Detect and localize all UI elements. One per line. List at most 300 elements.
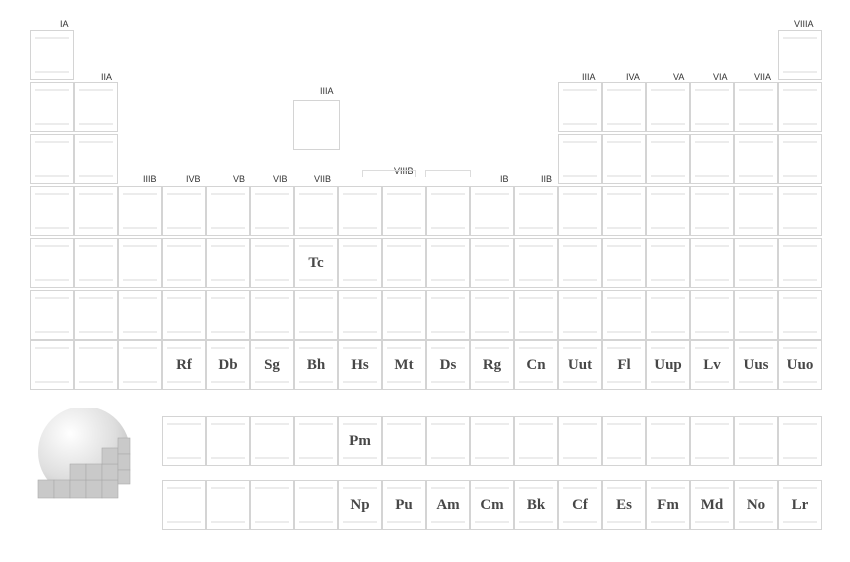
cube-sphere-logo-icon bbox=[34, 408, 144, 518]
faded-cell-detail bbox=[607, 279, 641, 281]
element-cell bbox=[426, 290, 470, 340]
faded-cell-detail bbox=[651, 123, 685, 125]
faded-cell-detail bbox=[255, 347, 289, 349]
element-cell bbox=[30, 30, 74, 80]
faded-cell-detail bbox=[299, 487, 333, 489]
faded-cell-detail bbox=[431, 227, 465, 229]
faded-cell-detail bbox=[123, 347, 157, 349]
element-symbol: Fl bbox=[617, 357, 631, 373]
faded-cell-detail bbox=[343, 487, 377, 489]
element-cell-rg bbox=[470, 340, 514, 390]
element-cell-rf bbox=[162, 340, 206, 390]
faded-cell-detail bbox=[35, 245, 69, 247]
faded-cell-detail bbox=[783, 89, 817, 91]
lanthanide-cell bbox=[382, 416, 426, 466]
element-symbol: Es bbox=[616, 497, 632, 513]
faded-cell-detail bbox=[475, 227, 509, 229]
element-cell-hs bbox=[338, 340, 382, 390]
element-cell bbox=[602, 134, 646, 184]
faded-cell-detail bbox=[35, 347, 69, 349]
faded-cell-detail bbox=[387, 487, 421, 489]
faded-cell-detail bbox=[695, 227, 729, 229]
element-cell bbox=[118, 340, 162, 390]
faded-cell-detail bbox=[695, 297, 729, 299]
element-cell bbox=[250, 290, 294, 340]
faded-title-watermark bbox=[130, 0, 730, 31]
element-cell-bh bbox=[294, 340, 338, 390]
faded-cell-detail bbox=[519, 297, 553, 299]
faded-cell-detail bbox=[519, 347, 553, 349]
faded-cell-detail bbox=[739, 175, 773, 177]
element-cell bbox=[74, 340, 118, 390]
viiib-bracket-right bbox=[425, 170, 471, 177]
element-cell bbox=[470, 186, 514, 236]
faded-cell-detail bbox=[299, 331, 333, 333]
faded-cell-detail bbox=[607, 423, 641, 425]
element-symbol: Uus bbox=[743, 357, 769, 373]
element-cell bbox=[338, 290, 382, 340]
faded-cell-detail bbox=[123, 297, 157, 299]
group-label-IVB: IVB bbox=[186, 174, 201, 184]
element-cell-np bbox=[338, 480, 382, 530]
element-cell bbox=[558, 290, 602, 340]
faded-cell-detail bbox=[343, 521, 377, 523]
lanthanide-cell bbox=[558, 416, 602, 466]
faded-cell-detail bbox=[475, 245, 509, 247]
faded-cell-detail bbox=[299, 227, 333, 229]
element-cell-tc bbox=[294, 238, 338, 288]
element-cell-mt bbox=[382, 340, 426, 390]
actinide-cell bbox=[206, 480, 250, 530]
element-cell bbox=[734, 238, 778, 288]
faded-cell-detail bbox=[739, 193, 773, 195]
faded-cell-detail bbox=[651, 487, 685, 489]
faded-cell-detail bbox=[79, 89, 113, 91]
faded-cell-detail bbox=[387, 331, 421, 333]
group-label-IIIA: IIIA bbox=[582, 72, 596, 82]
faded-cell-detail bbox=[519, 521, 553, 523]
faded-cell-detail bbox=[211, 521, 245, 523]
element-cell-cf bbox=[558, 480, 602, 530]
group-label-VIA: VIA bbox=[713, 72, 728, 82]
element-cell bbox=[382, 238, 426, 288]
faded-cell-detail bbox=[431, 457, 465, 459]
faded-cell-detail bbox=[387, 279, 421, 281]
faded-cell-detail bbox=[123, 227, 157, 229]
faded-cell-detail bbox=[211, 245, 245, 247]
faded-cell-detail bbox=[79, 123, 113, 125]
faded-cell-detail bbox=[519, 245, 553, 247]
faded-cell-detail bbox=[783, 193, 817, 195]
element-cell bbox=[118, 238, 162, 288]
faded-cell-detail bbox=[607, 381, 641, 383]
faded-cell-detail bbox=[739, 297, 773, 299]
faded-cell-detail bbox=[211, 331, 245, 333]
lanthanide-cell bbox=[426, 416, 470, 466]
element-cell bbox=[690, 186, 734, 236]
faded-cell-detail bbox=[255, 279, 289, 281]
faded-cell-detail bbox=[343, 381, 377, 383]
faded-cell-detail bbox=[167, 279, 201, 281]
faded-cell-detail bbox=[167, 227, 201, 229]
faded-cell-detail bbox=[519, 457, 553, 459]
element-cell bbox=[338, 238, 382, 288]
element-symbol: Fm bbox=[657, 497, 679, 513]
element-cell bbox=[646, 238, 690, 288]
element-symbol: Cm bbox=[480, 497, 504, 513]
element-cell bbox=[514, 290, 558, 340]
faded-cell-detail bbox=[695, 331, 729, 333]
element-cell bbox=[470, 290, 514, 340]
element-symbol: Am bbox=[436, 497, 460, 513]
faded-cell-detail bbox=[475, 331, 509, 333]
faded-cell-detail bbox=[783, 123, 817, 125]
faded-cell-detail bbox=[167, 423, 201, 425]
element-cell bbox=[74, 82, 118, 132]
faded-cell-detail bbox=[343, 347, 377, 349]
faded-cell-detail bbox=[343, 423, 377, 425]
faded-cell-detail bbox=[343, 457, 377, 459]
element-cell bbox=[646, 290, 690, 340]
faded-cell-detail bbox=[35, 279, 69, 281]
element-cell bbox=[74, 238, 118, 288]
faded-cell-detail bbox=[607, 227, 641, 229]
faded-cell-detail bbox=[299, 297, 333, 299]
faded-cell-detail bbox=[739, 279, 773, 281]
element-cell-es bbox=[602, 480, 646, 530]
faded-cell-detail bbox=[211, 381, 245, 383]
faded-cell-detail bbox=[651, 279, 685, 281]
element-cell-db bbox=[206, 340, 250, 390]
faded-cell-detail bbox=[739, 347, 773, 349]
element-symbol: Ds bbox=[439, 357, 457, 373]
element-symbol: Uup bbox=[654, 357, 682, 373]
element-cell bbox=[250, 186, 294, 236]
group-label-VIB: VIB bbox=[273, 174, 288, 184]
faded-cell-detail bbox=[519, 487, 553, 489]
faded-cell-detail bbox=[739, 123, 773, 125]
faded-cell-detail bbox=[475, 457, 509, 459]
faded-cell-detail bbox=[475, 193, 509, 195]
element-symbol: Cn bbox=[526, 357, 546, 373]
faded-cell-detail bbox=[167, 245, 201, 247]
faded-cell-detail bbox=[607, 123, 641, 125]
faded-cell-detail bbox=[343, 245, 377, 247]
faded-cell-detail bbox=[607, 297, 641, 299]
faded-cell-detail bbox=[783, 71, 817, 73]
faded-cell-detail bbox=[343, 297, 377, 299]
legend-key-box bbox=[293, 100, 340, 150]
faded-cell-detail bbox=[739, 89, 773, 91]
faded-cell-detail bbox=[695, 245, 729, 247]
element-cell bbox=[778, 82, 822, 132]
element-symbol: Pu bbox=[395, 497, 413, 513]
element-cell bbox=[162, 186, 206, 236]
lanthanide-cell bbox=[646, 416, 690, 466]
faded-cell-detail bbox=[695, 457, 729, 459]
faded-cell-detail bbox=[783, 521, 817, 523]
element-cell-lv bbox=[690, 340, 734, 390]
group-label-VA: VA bbox=[673, 72, 685, 82]
faded-cell-detail bbox=[431, 347, 465, 349]
element-symbol: Lv bbox=[703, 357, 721, 373]
faded-cell-detail bbox=[211, 279, 245, 281]
group-label-IIIB: IIIB bbox=[143, 174, 157, 184]
element-cell-am bbox=[426, 480, 470, 530]
faded-cell-detail bbox=[783, 279, 817, 281]
element-cell-fm bbox=[646, 480, 690, 530]
lanthanide-cell bbox=[778, 416, 822, 466]
group-label-VIIIA: VIIIA bbox=[794, 19, 814, 29]
faded-cell-detail bbox=[167, 381, 201, 383]
faded-cell-detail bbox=[563, 279, 597, 281]
faded-cell-detail bbox=[475, 423, 509, 425]
faded-cell-detail bbox=[387, 245, 421, 247]
element-cell bbox=[558, 238, 602, 288]
faded-cell-detail bbox=[255, 457, 289, 459]
faded-cell-detail bbox=[343, 331, 377, 333]
faded-cell-detail bbox=[651, 89, 685, 91]
element-cell bbox=[558, 186, 602, 236]
element-cell bbox=[74, 134, 118, 184]
faded-cell-detail bbox=[783, 141, 817, 143]
element-cell bbox=[470, 238, 514, 288]
faded-cell-detail bbox=[563, 89, 597, 91]
lanthanide-cell bbox=[294, 416, 338, 466]
faded-cell-detail bbox=[35, 297, 69, 299]
faded-cell-detail bbox=[783, 245, 817, 247]
element-cell bbox=[426, 186, 470, 236]
element-cell bbox=[74, 186, 118, 236]
element-symbol: Hs bbox=[351, 357, 369, 373]
faded-cell-detail bbox=[519, 331, 553, 333]
group-label-IA: IA bbox=[60, 19, 69, 29]
faded-cell-detail bbox=[431, 279, 465, 281]
faded-cell-detail bbox=[607, 457, 641, 459]
faded-cell-detail bbox=[475, 381, 509, 383]
group-label-VIIA: VIIA bbox=[754, 72, 772, 82]
faded-cell-detail bbox=[563, 423, 597, 425]
lanthanide-cell bbox=[162, 416, 206, 466]
faded-cell-detail bbox=[343, 227, 377, 229]
faded-cell-detail bbox=[739, 423, 773, 425]
element-cell bbox=[602, 290, 646, 340]
element-cell bbox=[602, 186, 646, 236]
faded-cell-detail bbox=[255, 423, 289, 425]
element-cell bbox=[646, 82, 690, 132]
faded-cell-detail bbox=[79, 381, 113, 383]
faded-cell-detail bbox=[211, 227, 245, 229]
element-cell bbox=[646, 186, 690, 236]
element-cell bbox=[690, 238, 734, 288]
faded-cell-detail bbox=[475, 347, 509, 349]
faded-cell-detail bbox=[651, 227, 685, 229]
faded-cell-detail bbox=[563, 457, 597, 459]
element-cell-uut bbox=[558, 340, 602, 390]
faded-cell-detail bbox=[695, 175, 729, 177]
faded-cell-detail bbox=[255, 487, 289, 489]
lanthanide-cell bbox=[206, 416, 250, 466]
faded-cell-detail bbox=[79, 175, 113, 177]
faded-cell-detail bbox=[211, 423, 245, 425]
faded-cell-detail bbox=[783, 37, 817, 39]
element-symbol: Rg bbox=[482, 357, 502, 373]
element-cell bbox=[558, 82, 602, 132]
faded-cell-detail bbox=[607, 347, 641, 349]
element-cell-md bbox=[690, 480, 734, 530]
faded-cell-detail bbox=[519, 423, 553, 425]
element-cell-cn bbox=[514, 340, 558, 390]
faded-cell-detail bbox=[607, 141, 641, 143]
faded-cell-detail bbox=[607, 193, 641, 195]
faded-cell-detail bbox=[79, 347, 113, 349]
lanthanide-cell bbox=[470, 416, 514, 466]
faded-cell-detail bbox=[431, 423, 465, 425]
faded-cell-detail bbox=[563, 521, 597, 523]
element-cell bbox=[734, 290, 778, 340]
element-cell bbox=[206, 186, 250, 236]
faded-cell-detail bbox=[563, 227, 597, 229]
faded-cell-detail bbox=[299, 245, 333, 247]
faded-cell-detail bbox=[211, 457, 245, 459]
faded-cell-detail bbox=[783, 423, 817, 425]
faded-cell-detail bbox=[387, 521, 421, 523]
viiib-bracket-left bbox=[362, 170, 416, 177]
faded-cell-detail bbox=[475, 487, 509, 489]
faded-cell-detail bbox=[35, 193, 69, 195]
element-cell bbox=[778, 30, 822, 80]
faded-cell-detail bbox=[739, 331, 773, 333]
element-symbol: Tc bbox=[308, 255, 324, 271]
faded-cell-detail bbox=[387, 347, 421, 349]
element-symbol: Pm bbox=[349, 433, 371, 449]
faded-cell-detail bbox=[475, 279, 509, 281]
element-cell-pu bbox=[382, 480, 426, 530]
element-cell bbox=[338, 186, 382, 236]
faded-cell-detail bbox=[79, 297, 113, 299]
element-cell-lr bbox=[778, 480, 822, 530]
faded-cell-detail bbox=[299, 521, 333, 523]
faded-cell-detail bbox=[211, 487, 245, 489]
element-cell bbox=[74, 290, 118, 340]
element-cell bbox=[118, 186, 162, 236]
element-symbol: Bh bbox=[306, 357, 326, 373]
element-cell bbox=[250, 238, 294, 288]
faded-cell-detail bbox=[651, 347, 685, 349]
element-symbol: Rf bbox=[176, 357, 192, 373]
faded-cell-detail bbox=[299, 457, 333, 459]
faded-cell-detail bbox=[35, 381, 69, 383]
element-symbol: Uuo bbox=[786, 357, 814, 373]
faded-cell-detail bbox=[519, 381, 553, 383]
faded-cell-detail bbox=[607, 331, 641, 333]
element-symbol: Cf bbox=[572, 497, 588, 513]
faded-cell-detail bbox=[783, 175, 817, 177]
element-cell-no bbox=[734, 480, 778, 530]
element-cell-fl bbox=[602, 340, 646, 390]
faded-cell-detail bbox=[79, 331, 113, 333]
faded-cell-detail bbox=[563, 245, 597, 247]
faded-cell-detail bbox=[431, 297, 465, 299]
element-symbol: No bbox=[746, 497, 766, 513]
faded-cell-detail bbox=[35, 71, 69, 73]
element-symbol: Mt bbox=[394, 357, 414, 373]
faded-cell-detail bbox=[79, 227, 113, 229]
element-cell bbox=[206, 238, 250, 288]
faded-cell-detail bbox=[651, 245, 685, 247]
faded-cell-detail bbox=[739, 487, 773, 489]
faded-cell-detail bbox=[123, 381, 157, 383]
faded-cell-detail bbox=[255, 227, 289, 229]
faded-cell-detail bbox=[79, 141, 113, 143]
faded-cell-detail bbox=[607, 521, 641, 523]
element-cell bbox=[118, 290, 162, 340]
lanthanide-cell bbox=[514, 416, 558, 466]
faded-cell-detail bbox=[167, 487, 201, 489]
faded-cell-detail bbox=[563, 347, 597, 349]
faded-cell-detail bbox=[35, 227, 69, 229]
faded-cell-detail bbox=[695, 123, 729, 125]
faded-cell-detail bbox=[123, 193, 157, 195]
element-cell bbox=[602, 82, 646, 132]
faded-cell-detail bbox=[431, 193, 465, 195]
faded-cell-detail bbox=[695, 141, 729, 143]
element-cell-cm bbox=[470, 480, 514, 530]
lanthanide-cell bbox=[734, 416, 778, 466]
element-cell bbox=[734, 134, 778, 184]
element-cell-sg bbox=[250, 340, 294, 390]
faded-cell-detail bbox=[651, 141, 685, 143]
element-cell bbox=[426, 238, 470, 288]
faded-cell-detail bbox=[563, 331, 597, 333]
element-cell bbox=[646, 134, 690, 184]
faded-cell-detail bbox=[783, 347, 817, 349]
faded-cell-detail bbox=[35, 89, 69, 91]
element-cell-pm bbox=[338, 416, 382, 466]
faded-cell-detail bbox=[431, 331, 465, 333]
faded-cell-detail bbox=[211, 297, 245, 299]
element-cell bbox=[294, 186, 338, 236]
faded-cell-detail bbox=[255, 245, 289, 247]
element-symbol: Md bbox=[700, 497, 724, 513]
faded-cell-detail bbox=[167, 457, 201, 459]
element-cell bbox=[558, 134, 602, 184]
element-cell bbox=[382, 290, 426, 340]
element-cell bbox=[778, 290, 822, 340]
element-cell bbox=[30, 340, 74, 390]
faded-cell-detail bbox=[299, 279, 333, 281]
faded-cell-detail bbox=[167, 331, 201, 333]
faded-cell-detail bbox=[519, 279, 553, 281]
faded-cell-detail bbox=[255, 521, 289, 523]
faded-cell-detail bbox=[783, 487, 817, 489]
faded-cell-detail bbox=[35, 141, 69, 143]
faded-cell-detail bbox=[167, 347, 201, 349]
faded-cell-detail bbox=[255, 331, 289, 333]
faded-cell-detail bbox=[123, 279, 157, 281]
faded-cell-detail bbox=[739, 457, 773, 459]
faded-cell-detail bbox=[343, 279, 377, 281]
element-cell bbox=[602, 238, 646, 288]
element-cell bbox=[778, 238, 822, 288]
element-cell bbox=[734, 186, 778, 236]
faded-cell-detail bbox=[651, 521, 685, 523]
faded-cell-detail bbox=[607, 245, 641, 247]
faded-cell-detail bbox=[739, 141, 773, 143]
faded-cell-detail bbox=[695, 193, 729, 195]
lanthanide-cell bbox=[690, 416, 734, 466]
element-symbol: Uut bbox=[567, 357, 593, 373]
